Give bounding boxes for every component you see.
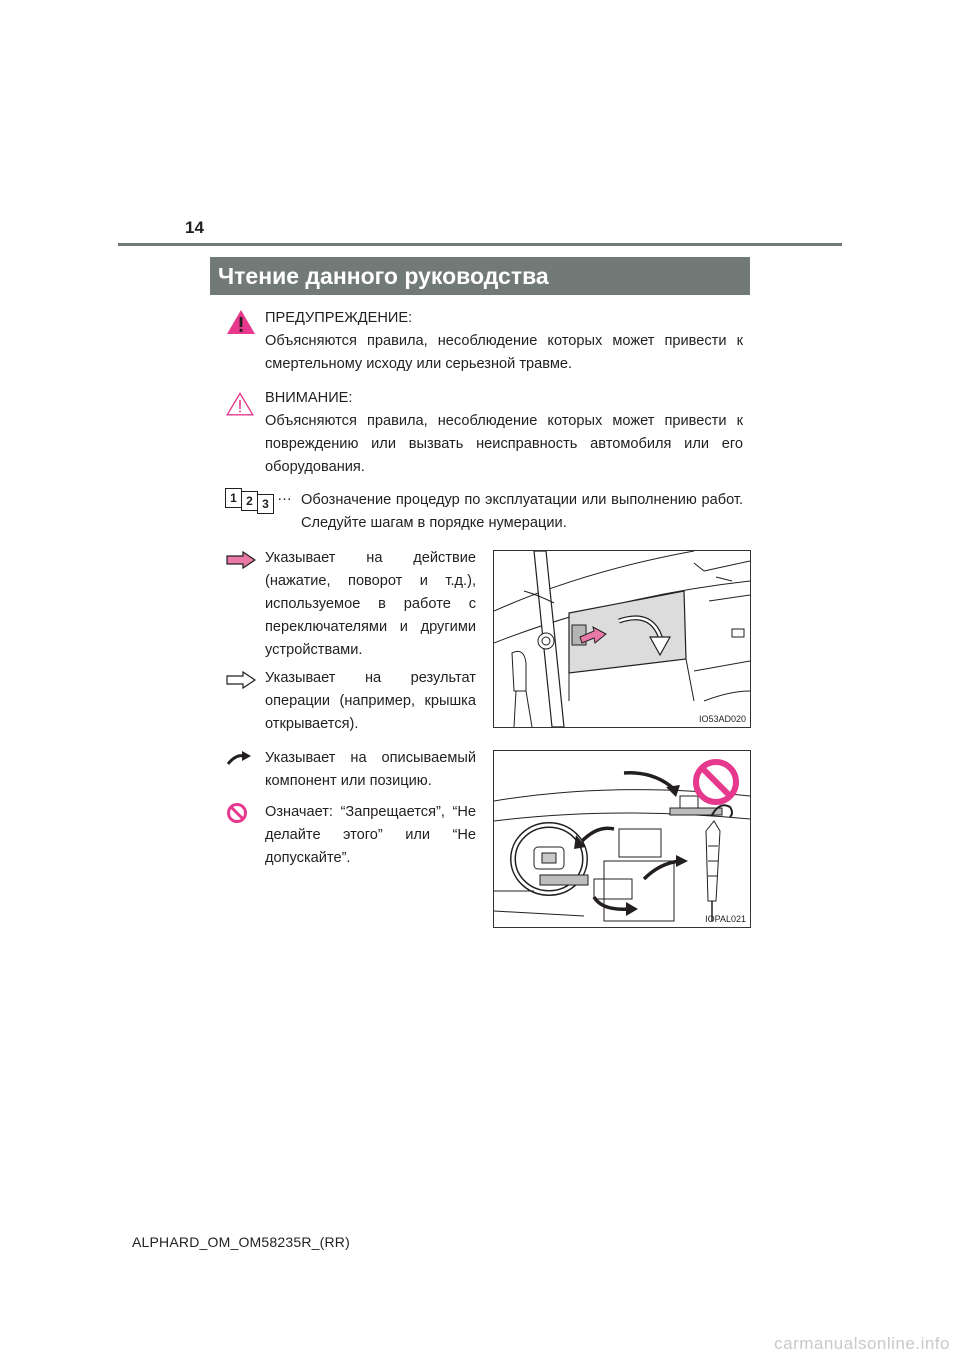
caution-heading: ВНИМАНИЕ: (265, 390, 353, 406)
top-rule (118, 243, 842, 246)
glovebox-figure-code: IO53AD020 (698, 714, 746, 724)
step-numbers-icon (225, 488, 295, 514)
prohibited-text: Означает: “Запрещается”, “Не делайте этого” или “Не допускайте”. (265, 804, 476, 866)
caution-block (265, 387, 743, 479)
steps-text: Обозначение процедур по эксплуатации или выполнению работ. Следуйте шагам в порядке нумерации. (301, 492, 743, 531)
cockpit-figure-code: IOPAL021 (705, 914, 746, 924)
glovebox-illustration (494, 551, 750, 727)
page-number: 14 (185, 218, 204, 237)
action-arrow-icon (226, 551, 256, 569)
warning-block (265, 307, 743, 376)
warning-text: Объясняются правила, несоблюдение которых может привести к смертельному исходу или серьезной травме. (265, 333, 743, 372)
cockpit-figure (493, 750, 751, 928)
pointer-arrow-icon (226, 750, 252, 766)
caution-text: Объясняются правила, несоблюдение которых может привести к повреждению или вызвать неисправность автомобиля или его оборудования. (265, 413, 743, 475)
component-text: Указывает на описываемый компонент или позицию. (265, 750, 476, 789)
result-arrow-icon (226, 671, 256, 689)
document-footer: ALPHARD_OM_OM58235R_(RR) (132, 1234, 350, 1250)
cockpit-illustration (494, 751, 750, 927)
warning-heading: ПРЕДУПРЕЖДЕНИЕ: (265, 310, 413, 326)
action-text: Указывает на действие (нажатие, поворот и т.д.), используемое в работе с переключателями и другими устройствами. (265, 550, 476, 658)
caution-triangle-icon (226, 392, 254, 416)
warning-triangle-icon (226, 309, 256, 335)
step-label-1: 1 (225, 488, 242, 508)
prohibition-icon (226, 802, 248, 824)
step-label-3: 3 (257, 494, 274, 514)
result-text: Указывает на результат операции (например, крышка открывается). (265, 670, 476, 732)
watermark: carmanualsonline.info (774, 1334, 950, 1353)
step-label-2: 2 (241, 491, 258, 511)
step-ellipsis: … (277, 487, 292, 504)
glovebox-figure (493, 550, 751, 728)
section-title: Чтение данного руководства (210, 257, 750, 295)
